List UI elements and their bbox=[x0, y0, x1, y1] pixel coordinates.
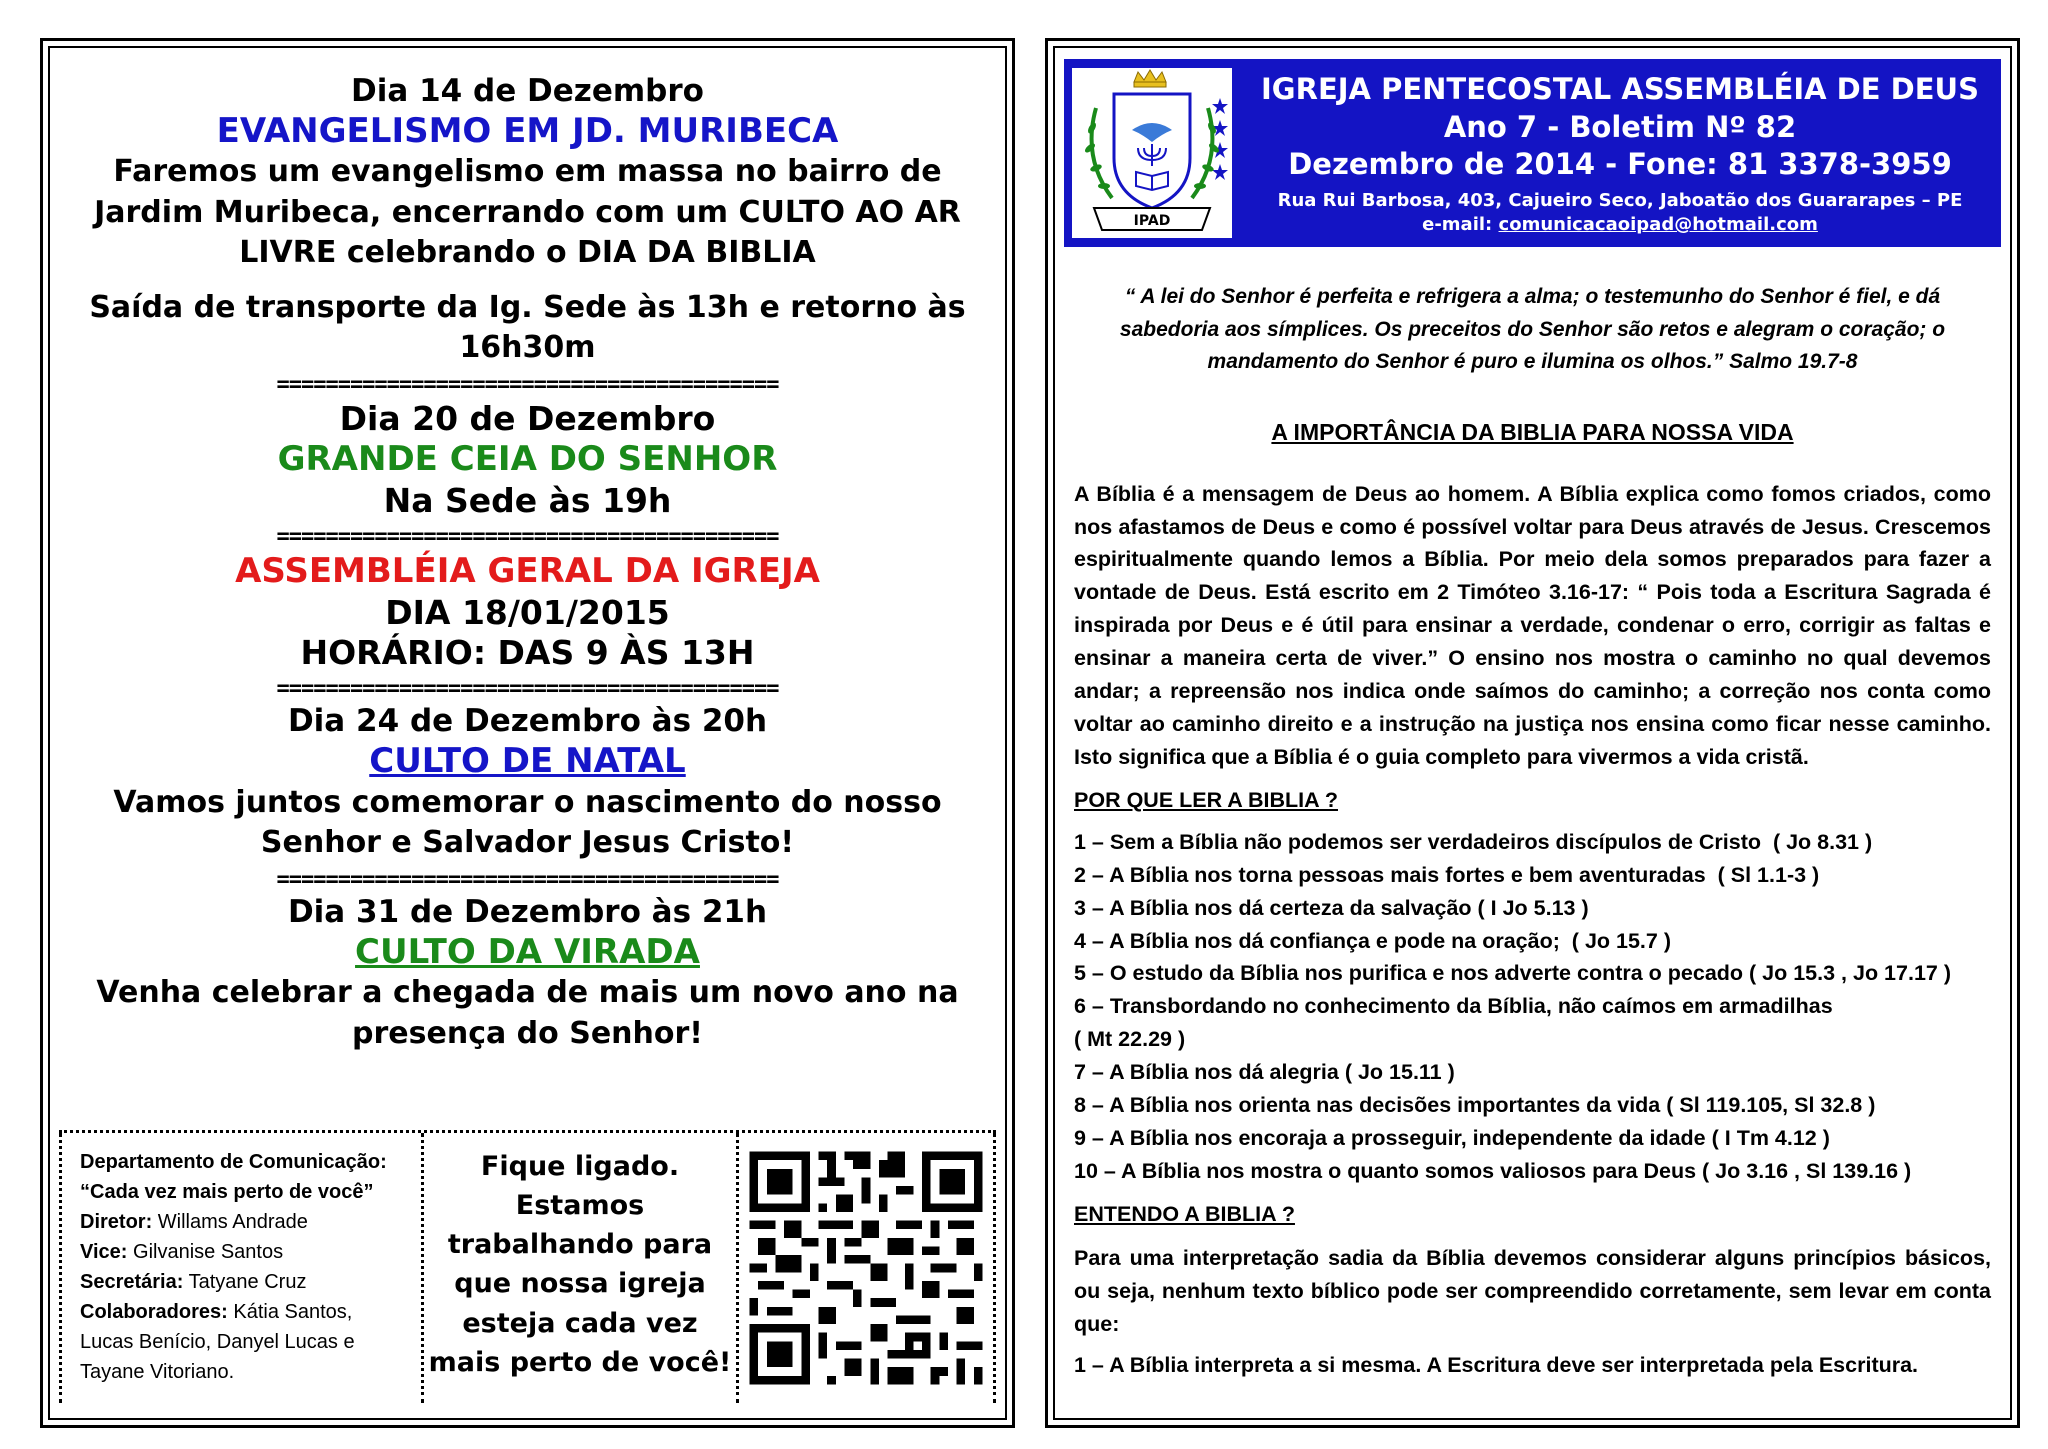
event-title: EVANGELISMO EM JD. MURIBECA bbox=[216, 110, 839, 151]
qr-code-box bbox=[739, 1133, 996, 1403]
event-title: CULTO DE NATAL bbox=[369, 741, 686, 782]
dept-title: Departamento de Comunicação: bbox=[80, 1151, 387, 1173]
list-item: 6 – Transbordando no conhecimento da Bíblia, não caímos em armadilhas ( Mt 22.29 ) bbox=[1074, 994, 1833, 1052]
understand-paragraph: Para uma interpretação sadia da Bíblia devemos considerar alguns princípios básicos, ou seja, nenhum texto bíblico pode ser compreendido corretamente, sem levar em conta que: bbox=[1074, 1245, 1991, 1336]
event-date: Dia 20 de Dezembro bbox=[339, 398, 716, 438]
list-item: 4 – A Bíblia nos dá confiança e pode na oração; ( Jo 15.7 ) bbox=[1074, 928, 1671, 953]
article bbox=[1074, 281, 1991, 1378]
bulletin-date-phone: Dezembro de 2014 - Fone: 81 3378-3959 bbox=[1288, 147, 1952, 182]
communication-dept-box bbox=[59, 1133, 424, 1403]
reasons-list bbox=[1074, 826, 1991, 1188]
qr-code-icon[interactable] bbox=[741, 1143, 991, 1393]
colaboradores-label: Colaboradores: bbox=[80, 1301, 228, 1323]
bulletin-header bbox=[1064, 59, 2001, 247]
separator: ========================================= bbox=[276, 524, 779, 549]
bulletin-panel bbox=[1045, 38, 2020, 1428]
event-description: Faremos um evangelismo em massa no bairro de Jardim Muribeca, encerrando com um CULTO AO AR LIVRE celebrando o DIA DA BIBLIA bbox=[94, 154, 961, 271]
event-transport: Saída de transporte da Ig. Sede às 13h e retorno às 16h30m bbox=[89, 289, 966, 366]
section-heading: POR QUE LER A BIBLIA ? bbox=[1074, 787, 1338, 812]
footer bbox=[59, 1130, 996, 1403]
diretor-label: Diretor: bbox=[80, 1211, 153, 1233]
separator: ========================================= bbox=[276, 677, 779, 702]
event-date: Dia 14 de Dezembro bbox=[351, 73, 704, 109]
list-item: 5 – O estudo da Bíblia nos purifica e nos adverte contra o pecado ( Jo 15.3 , Jo 17.17 ) bbox=[1074, 961, 1951, 986]
bulletin-edition: Ano 7 - Boletim Nº 82 bbox=[1443, 109, 1797, 144]
event-date: Dia 24 de Dezembro às 20h bbox=[287, 703, 768, 740]
event-description: Vamos juntos comemorar o nascimento do nosso Senhor e Salvador Jesus Cristo! bbox=[113, 784, 942, 861]
list-item: 2 – A Bíblia nos torna pessoas mais fortes e bem aventuradas ( Sl 1.1-3 ) bbox=[1074, 862, 1820, 887]
vice-label: Vice: bbox=[80, 1241, 128, 1263]
separator: ========================================= bbox=[276, 372, 779, 397]
logo-text: IPAD bbox=[1133, 213, 1170, 229]
list-item: 8 – A Bíblia nos orienta nas decisões importantes da vida ( Sl 119.105, Sl 32.8 ) bbox=[1074, 1093, 1876, 1118]
list-item: 3 – A Bíblia nos dá certeza da salvação ( I Jo 5.13 ) bbox=[1074, 895, 1589, 920]
event-place: Na Sede às 19h bbox=[383, 480, 672, 520]
list-item: 1 – Sem a Bíblia não podemos ser verdadeiros discípulos de Cristo ( Jo 8.31 ) bbox=[1074, 829, 1873, 854]
colaboradores-names: Kátia Santos, Lucas Benício, Danyel Lucas e Tayane Vitoriano. bbox=[80, 1301, 355, 1383]
email-link[interactable]: comunicacaoipad@hotmail.com bbox=[1498, 214, 1818, 236]
event-title: ASSEMBLÉIA GERAL DA IGREJA bbox=[235, 551, 820, 592]
list-item: 10 – A Bíblia nos mostra o quanto somos valiosos para Deus ( Jo 3.16 , Sl 139.16 ) bbox=[1074, 1158, 1912, 1183]
secretaria-name: Tatyane Cruz bbox=[188, 1271, 307, 1293]
secretaria-label: Secretária: bbox=[80, 1271, 184, 1293]
church-name: IGREJA PENTECOSTAL ASSEMBLÉIA DE DEUS bbox=[1261, 72, 1979, 106]
bible-verse: “ A lei do Senhor é perfeita e refrigera a alma; o testemunho do Senhor é fiel, e dá sabedoria aos símplices. Os preceitos do Senhor são retos e alegram o coração; o mandamento do Senhor é puro e ilumina os olhos.” Salmo 19.7-8 bbox=[1119, 285, 1946, 374]
list-item: 7 – A Bíblia nos dá alegria ( Jo 15.11 ) bbox=[1074, 1060, 1455, 1085]
church-logo bbox=[1064, 59, 1239, 247]
church-logo-icon bbox=[1072, 68, 1232, 238]
event-date: Dia 31 de Dezembro às 21h bbox=[287, 893, 768, 930]
article-title: A IMPORTÂNCIA DA BIBLIA PARA NOSSA VIDA bbox=[1271, 418, 1794, 445]
dept-motto: “Cada vez mais perto de você” bbox=[80, 1181, 374, 1203]
diretor-name: Willams Andrade bbox=[157, 1211, 308, 1233]
contact-email-row bbox=[1239, 213, 2001, 237]
event-title: CULTO DA VIRADA bbox=[355, 931, 700, 972]
event-time: HORÁRIO: DAS 9 ÀS 13H bbox=[300, 632, 755, 672]
separator: ========================================= bbox=[276, 867, 779, 892]
events-list bbox=[57, 73, 998, 1054]
section-heading: ENTENDO A BIBLIA ? bbox=[1074, 1201, 1295, 1226]
vice-name: Gilvanise Santos bbox=[133, 1241, 284, 1263]
principle-item: 1 – A Bíblia interpreta a si mesma. A Escritura deve ser interpretada pela Escritura. bbox=[1074, 1352, 1919, 1377]
stay-tuned-message: Fique ligado. Estamos trabalhando para que nossa igreja esteja cada vez mais perto de você! bbox=[424, 1133, 739, 1403]
event-date: DIA 18/01/2015 bbox=[385, 592, 670, 632]
list-item: 9 – A Bíblia nos encoraja a prosseguir, independente da idade ( I Tm 4.12 ) bbox=[1074, 1125, 1830, 1150]
event-description: Venha celebrar a chegada de mais um novo ano na presença do Senhor! bbox=[96, 975, 959, 1051]
email-label: e-mail: bbox=[1422, 214, 1493, 236]
events-panel bbox=[40, 38, 1015, 1428]
article-intro: A Bíblia é a mensagem de Deus ao homem. A Bíblia explica como fomos criados, como nos afastamos de Deus e como é possível voltar para Deus através de Jesus. Crescemos espiritualmente quando lemos a Bíblia. Por meio dela somos preparados para fazer a vontade de Deus. Está escrito em 2 Timóteo 3.16-17: “ Pois toda a Escritura Sagrada é inspirada por Deus e é útil para ensinar a verdade, condenar o erro, corrigir as faltas e ensinar a maneira certa de viver.” O ensino nos mostra o caminho no qual devemos andar; a repreensão nos indica onde saímos do caminho; a correção nos conta como voltar ao caminho direito e a instrução na justiça nos ensina como ficar nesse caminho. Isto significa que a Bíblia é o guia completo para vivermos a vida cristã. bbox=[1074, 481, 1991, 769]
event-title: GRANDE CEIA DO SENHOR bbox=[277, 439, 778, 480]
header-title-block bbox=[1239, 59, 2001, 247]
church-address: Rua Rui Barbosa, 403, Cajueiro Seco, Jaboatão dos Guararapes – PE bbox=[1277, 190, 1963, 212]
